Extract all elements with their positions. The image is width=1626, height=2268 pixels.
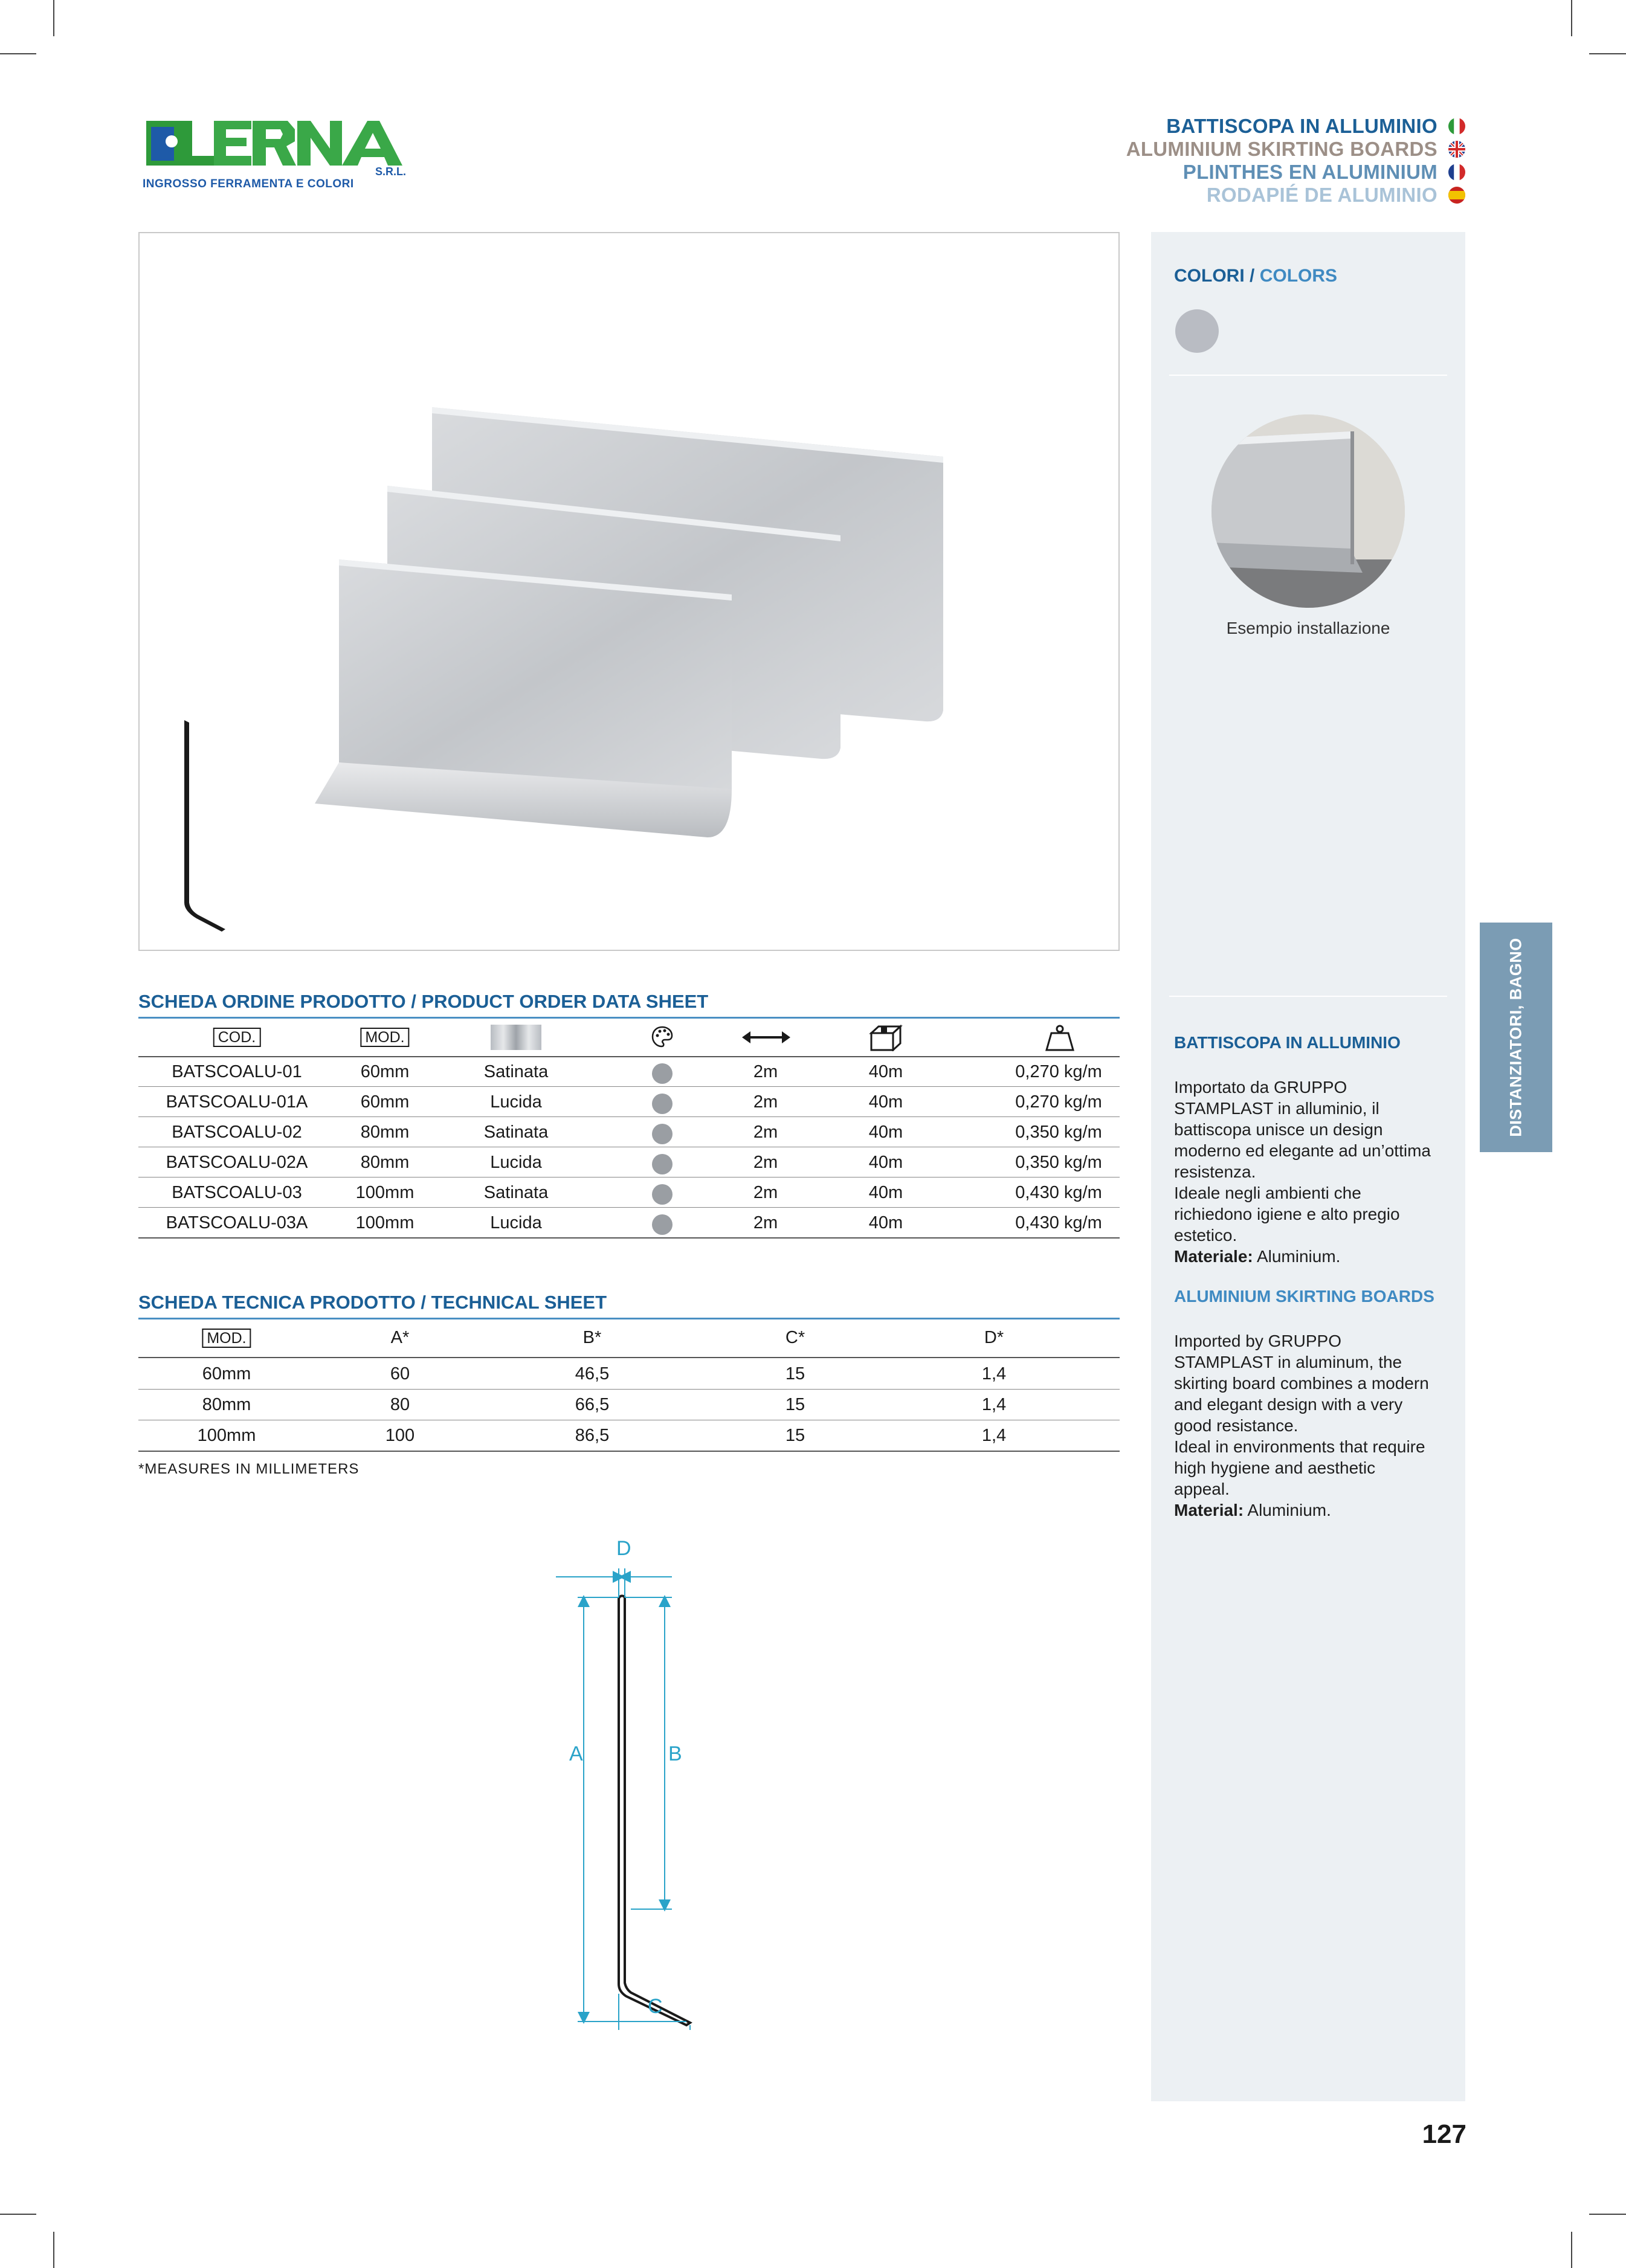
cell-weight: 0,350 kg/m xyxy=(1015,1153,1102,1172)
tech-cell: 100 xyxy=(385,1426,415,1445)
description-line: Ideal in environments that require xyxy=(1174,1437,1425,1456)
logo-tagline: INGROSSO FERRAMENTA E COLORI xyxy=(143,178,354,190)
material-line xyxy=(1174,1500,1452,1521)
dimension-diagram xyxy=(556,1535,701,2030)
en-description-heading: ALUMINIUM SKIRTING BOARDS xyxy=(1174,1287,1434,1306)
crop-mark xyxy=(53,2232,54,2268)
cell-weight: 0,270 kg/m xyxy=(1015,1062,1102,1081)
crop-mark xyxy=(53,0,54,36)
color-dot-icon xyxy=(652,1124,673,1144)
material-label: Materiale: xyxy=(1174,1247,1253,1266)
tech-cell: 100mm xyxy=(197,1426,256,1445)
cell-length: 2m xyxy=(753,1092,778,1112)
tech-cell: 15 xyxy=(785,1426,805,1445)
tech-cell: 80mm xyxy=(202,1395,251,1414)
description-line: battiscopa unisce un design xyxy=(1174,1120,1383,1139)
cell-code: BATSCOALU-02A xyxy=(166,1153,308,1172)
cell-pack: 40m xyxy=(868,1062,903,1081)
flag-gb-icon xyxy=(1448,141,1465,158)
row-divider xyxy=(138,1086,1120,1087)
cell-weight: 0,350 kg/m xyxy=(1015,1123,1102,1142)
tech-cell: 1,4 xyxy=(981,1364,1007,1384)
measurement-footnote: *MEASURES IN MILLIMETERS xyxy=(138,1461,360,1477)
cell-weight: 0,430 kg/m xyxy=(1015,1213,1102,1232)
cell-length: 2m xyxy=(753,1183,778,1202)
material-label: Material: xyxy=(1174,1501,1244,1519)
color-dot-icon xyxy=(652,1094,673,1114)
weight-icon xyxy=(1045,1025,1074,1054)
cell-mod: 60mm xyxy=(360,1092,410,1112)
crop-mark xyxy=(0,2214,36,2215)
header-code: COD. xyxy=(213,1027,261,1047)
tech-header-cell: D* xyxy=(984,1328,1004,1347)
dimension-label-c: C xyxy=(648,1995,663,2018)
row-divider xyxy=(138,1116,1120,1117)
flag-it-icon xyxy=(1448,118,1465,135)
cell-mod: 100mm xyxy=(355,1183,415,1202)
description-line: Importato da GRUPPO xyxy=(1174,1078,1347,1097)
divider xyxy=(1169,996,1447,997)
cell-code: BATSCOALU-02 xyxy=(172,1123,302,1142)
material-value: Aluminium. xyxy=(1253,1247,1341,1266)
length-arrow-icon xyxy=(742,1028,790,1049)
color-dot-icon xyxy=(652,1184,673,1205)
en-description xyxy=(1174,1330,1452,1521)
tech-cell: 80 xyxy=(390,1395,410,1414)
order-sheet-rule xyxy=(138,1017,1120,1019)
dimension-label-d: D xyxy=(616,1537,631,1560)
cell-mod: 60mm xyxy=(360,1062,410,1081)
it-description xyxy=(1174,1077,1452,1267)
description-line: good resistance. xyxy=(1174,1416,1299,1435)
cell-pack: 40m xyxy=(868,1123,903,1142)
cell-length: 2m xyxy=(753,1153,778,1172)
tech-cell: 1,4 xyxy=(981,1426,1007,1445)
flag-es-icon xyxy=(1448,187,1465,204)
row-divider xyxy=(138,1207,1120,1208)
crop-mark xyxy=(1571,0,1572,36)
page-title-gb: ALUMINIUM SKIRTING BOARDS xyxy=(1126,138,1437,160)
cell-finish: Lucida xyxy=(490,1153,542,1172)
crop-mark xyxy=(1571,2232,1572,2268)
tech-header-cell: C* xyxy=(785,1328,805,1347)
tech-cell: 66,5 xyxy=(575,1395,610,1414)
dimension-label-a: A xyxy=(569,1742,583,1765)
tech-sheet-rule xyxy=(138,1318,1120,1319)
category-tab[interactable]: DISTANZIATORI, BAGNO xyxy=(1480,923,1552,1152)
color-dot-icon xyxy=(652,1214,673,1235)
tech-sheet-title: SCHEDA TECNICA PRODOTTO / TECHNICAL SHEET xyxy=(138,1292,607,1313)
cell-mod: 100mm xyxy=(355,1213,415,1232)
description-line: and elegant design with a very xyxy=(1174,1395,1403,1414)
cell-finish: Satinata xyxy=(483,1062,549,1081)
color-dot-icon xyxy=(652,1063,673,1084)
tech-cell: 60 xyxy=(390,1364,410,1384)
material-line xyxy=(1174,1246,1452,1267)
tech-cell: 15 xyxy=(785,1364,805,1384)
tech-cell: 46,5 xyxy=(575,1364,610,1384)
logo-suffix: S.R.L. xyxy=(375,166,407,178)
tech-cell: 15 xyxy=(785,1395,805,1414)
description-line: Imported by GRUPPO xyxy=(1174,1332,1341,1350)
cell-weight: 0,430 kg/m xyxy=(1015,1183,1102,1202)
header-mod: MOD. xyxy=(360,1027,409,1047)
crop-mark xyxy=(1589,53,1626,54)
tech-cell: 1,4 xyxy=(981,1395,1007,1414)
color-dot-icon xyxy=(652,1154,673,1174)
tech-header-cell: MOD. xyxy=(202,1328,251,1348)
color-swatch-silver[interactable] xyxy=(1175,309,1219,353)
sidebar-panel xyxy=(1151,232,1465,2101)
row-divider xyxy=(138,1389,1120,1390)
dimension-label-b: B xyxy=(668,1742,682,1765)
installation-example-image xyxy=(1211,414,1405,608)
cell-finish: Lucida xyxy=(490,1213,542,1232)
cell-pack: 40m xyxy=(868,1153,903,1172)
description-line: richiedono igiene e alto pregio xyxy=(1174,1205,1400,1223)
cell-length: 2m xyxy=(753,1062,778,1081)
page-title-es: RODAPIÉ DE ALUMINIO xyxy=(1206,184,1437,206)
description-line: moderno ed elegante ad un’ottima xyxy=(1174,1141,1431,1160)
cell-code: BATSCOALU-03A xyxy=(166,1213,308,1232)
row-divider xyxy=(138,1237,1120,1239)
description-line: high hygiene and aesthetic xyxy=(1174,1458,1376,1477)
box-quantity-icon xyxy=(869,1025,903,1054)
flag-fr-icon xyxy=(1448,164,1465,181)
colors-heading: COLORI / COLORS xyxy=(1174,266,1338,286)
crop-mark xyxy=(1589,2214,1626,2215)
cell-pack: 40m xyxy=(868,1092,903,1112)
installation-caption: Esempio installazione xyxy=(1226,619,1390,637)
description-line: Ideale negli ambienti che xyxy=(1174,1184,1361,1202)
material-value: Aluminium. xyxy=(1244,1501,1331,1519)
cell-code: BATSCOALU-01A xyxy=(166,1092,308,1112)
cell-finish: Satinata xyxy=(483,1183,549,1202)
company-logo xyxy=(143,117,421,196)
divider xyxy=(1169,375,1447,376)
product-image xyxy=(138,232,1120,951)
cell-pack: 40m xyxy=(868,1213,903,1232)
description-line: skirting board combines a modern xyxy=(1174,1374,1429,1393)
crop-mark xyxy=(0,53,36,54)
page-title-it: BATTISCOPA IN ALLUMINIO xyxy=(1166,115,1437,137)
tech-cell: 86,5 xyxy=(575,1426,610,1445)
description-line: appeal. xyxy=(1174,1480,1230,1498)
description-line: resistenza. xyxy=(1174,1162,1256,1181)
page-title-fr: PLINTHES EN ALUMINIUM xyxy=(1182,161,1437,183)
description-line: estetico. xyxy=(1174,1226,1237,1245)
tech-header-cell: A* xyxy=(390,1328,410,1347)
cell-weight: 0,270 kg/m xyxy=(1015,1092,1102,1112)
finish-swatch-icon xyxy=(491,1025,541,1050)
description-line: STAMPLAST in alluminio, il xyxy=(1174,1099,1379,1118)
cell-pack: 40m xyxy=(868,1183,903,1202)
page-number: 127 xyxy=(1422,2119,1466,2149)
cell-length: 2m xyxy=(753,1213,778,1232)
cell-finish: Lucida xyxy=(490,1092,542,1112)
cell-mod: 80mm xyxy=(360,1123,410,1142)
cell-finish: Satinata xyxy=(483,1123,549,1142)
row-divider xyxy=(138,1451,1120,1452)
cell-length: 2m xyxy=(753,1123,778,1142)
color-palette-icon xyxy=(650,1025,674,1052)
order-sheet-title: SCHEDA ORDINE PRODOTTO / PRODUCT ORDER DATA SHEET xyxy=(138,991,709,1012)
cell-code: BATSCOALU-03 xyxy=(172,1183,302,1202)
tech-header-cell: B* xyxy=(582,1328,602,1347)
tech-cell: 60mm xyxy=(202,1364,251,1384)
row-divider xyxy=(138,1357,1120,1358)
row-divider xyxy=(138,1056,1120,1057)
it-description-heading: BATTISCOPA IN ALLUMINIO xyxy=(1174,1033,1401,1052)
cell-mod: 80mm xyxy=(360,1153,410,1172)
description-line: STAMPLAST in aluminum, the xyxy=(1174,1353,1402,1371)
cell-code: BATSCOALU-01 xyxy=(172,1062,302,1081)
